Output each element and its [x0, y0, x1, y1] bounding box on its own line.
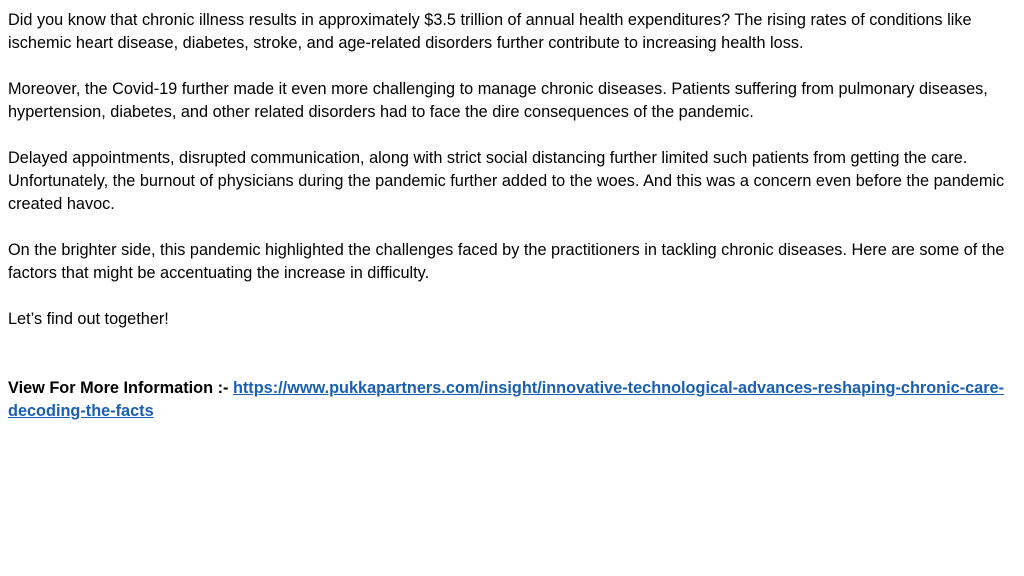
paragraph-covid-impact: Moreover, the Covid-19 further made it even more challenging to manage chronic diseases. Patients suffering from pulmonary diseases, hypertension, diabetes, and other related disorders had to face the dire consequences of the pandemic.	[8, 80, 988, 121]
paragraph-health-expenditures: Did you know that chronic illness results in approximately $3.5 trillion of annual health expenditures? The rising rates of conditions like ischemic heart disease, diabetes, stroke, and age-related disorders further contribute to increasing health loss.	[8, 11, 972, 52]
more-info-line	[8, 377, 1012, 423]
paragraph-delayed-care: Delayed appointments, disrupted communication, along with strict social distancing further limited such patients from getting the care. Unfortunately, the burnout of physicians during the pandemic further added to the woes. And this was a concern even before the pandemic created havoc.	[8, 149, 1005, 213]
more-info-label: View For More Information :-	[8, 379, 233, 397]
paragraph-find-out: Let’s find out together!	[8, 310, 169, 328]
slide-body	[8, 9, 1012, 423]
spacer	[8, 354, 1012, 377]
more-info-link[interactable]: https://www.pukkapartners.com/insight/innovative-technological-advances-reshaping-chronic-care-decoding-the-facts	[8, 379, 1005, 420]
paragraph-brighter-side: On the brighter side, this pandemic highlighted the challenges faced by the practitioners in tackling chronic diseases. Here are some of the factors that might be accentuating the increase in difficulty.	[8, 241, 1005, 282]
